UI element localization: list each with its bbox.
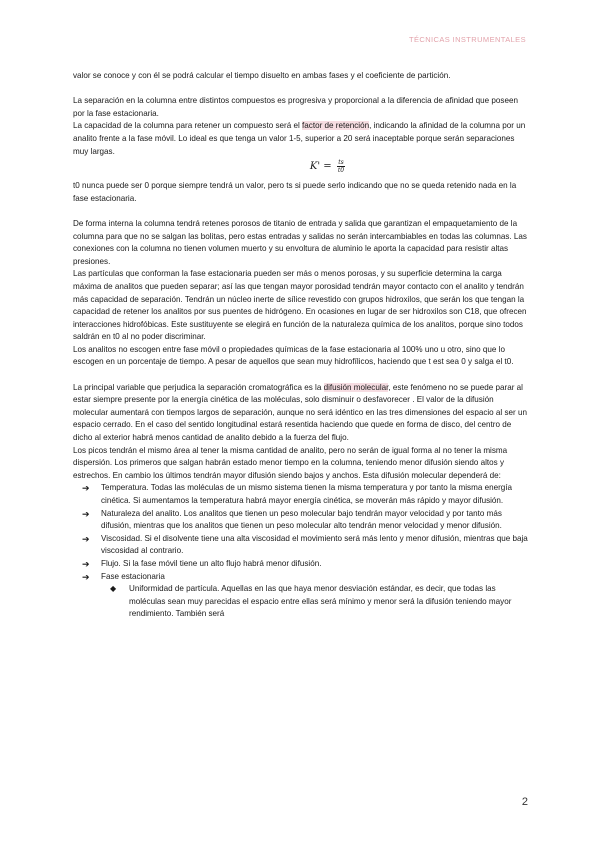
paragraph-retention-factor: [73, 120, 530, 158]
formula-denominator: t0: [337, 167, 345, 175]
retention-formula: [125, 159, 530, 175]
sub-list-item: [110, 583, 530, 621]
paragraph-analytes: Los analitos no escogen entre fase móvil o propiedades químicas de la fase estacionaria al 100% uno u otro, sino que lo escogen en un porcentaje de tiempo. A pesar de aquellos que sean muy hidrofílicos, haciendo que t est sea 0 y salga el t0.: [73, 344, 514, 367]
diamond-bullet-icon: ◆: [110, 584, 117, 594]
text: , indicando la afinidad de la columna por un analito frente a la fase móvil. Lo ideal es que tenga un valor 1-5, superior a 20 será inaceptable porque serán separaciones muy largas.: [73, 121, 526, 156]
arrow-bullet-icon: ➔: [82, 508, 90, 519]
paragraph-t0: t0 nunca puede ser 0 porque siempre tendrá un valor, pero ts si puede serlo indicando que no se queda retenido nada en la fase estacionaria.: [73, 181, 517, 203]
arrow-bullet-icon: ➔: [82, 533, 90, 544]
paragraph-diffusion: [73, 382, 530, 445]
list-item: [82, 533, 530, 558]
diffusion-factors-list: [73, 482, 530, 621]
running-header: TÉCNICAS INSTRUMENTALES: [409, 35, 526, 44]
highlight-term: factor de retención: [302, 121, 370, 131]
text: , este fenómeno no se puede parar al estar siempre presente por la energía cinética de las moléculas, solo disminuir o desfavorecer . El valor de la difusión molecular aumentará con tiempos largos de separación, aunque no será idéntico en las tres dimensiones del espacio al ser un espacio cerrado. En el caso del sentido longitudinal estará resentida haciendo que quede en forma de disco, del centro de dicho al exterior habrá menos cantidad de analito debido a la fuerza del flujo.: [73, 382, 527, 443]
text: La principal variable que perjudica la separación cromatográfica es la: [73, 382, 324, 392]
list-item-text: Viscosidad. Si el disolvente tiene una alta viscosidad el movimiento será más lento y menor difusión, mientras que baja viscosidad al contrario.: [101, 533, 528, 556]
list-item: [82, 508, 530, 533]
list-item: [82, 558, 530, 571]
arrow-bullet-icon: ➔: [82, 571, 90, 582]
list-item: [82, 571, 530, 621]
paragraph-separation: La separación en la columna entre distintos compuestos es progresiva y proporcional a la diferencia de afinidad que poseen por la fase estacionaria.: [73, 96, 518, 118]
paragraph-peaks: Los picos tendrán el mismo área al tener la misma cantidad de analito, pero no serán de igual forma al no tener la misma dispersión. Los primeros que salgan habrán estado menor tiempo en la columna, teniendo menor difusión siendo altos y estrechos. En cambio los últimos tendrán mayor difusión siendo bajos y anchos. Esta difusión molecular dependerá de:: [73, 445, 508, 480]
arrow-bullet-icon: ➔: [82, 558, 90, 569]
arrow-bullet-icon: ➔: [82, 483, 90, 494]
list-item-text: Fase estacionaria: [101, 571, 165, 581]
formula-lhs: K' =: [309, 161, 332, 173]
formula-fraction: [337, 159, 345, 174]
list-item-text: Flujo. Si la fase móvil tiene un alto flujo habrá menor difusión.: [101, 558, 322, 568]
formula-numerator: ts: [338, 159, 344, 167]
paragraph-intro: valor se conoce y con él se podrá calcular el tiempo disuelto en ambas fases y el coeficiente de partición.: [73, 71, 451, 80]
list-item: [82, 482, 530, 507]
sub-list: [101, 583, 530, 621]
text: La capacidad de la columna para retener un compuesto será el: [73, 121, 303, 131]
page-body: [73, 70, 530, 621]
paragraph-column-internals: De forma interna la columna tendrá retenes porosos de titanio de entrada y salida que garantizan el empaquetamiento de la columna para que no se salgan las bolitas, pero estas entradas y salidas no serán intercambiables en todas las columnas. Las conexiones con la columna no tienen volumen muerto y su envoltura de aluminio le aporta la capacidad para resistir altas presiones.: [73, 218, 527, 266]
list-item-text: Temperatura. Todas las moléculas de un mismo sistema tienen la misma temperatura y por tanto la misma energía cinética. Si aumentamos la temperatura habrá mayor energía cinética, se moverán más rápido y mayor difusión.: [101, 483, 513, 505]
sub-list-item-text: Uniformidad de partícula. Aquellas en las que haya menor desviación estándar, es decir, que todas las moléculas sean muy parecidas el espacio entre ellas será mínimo y menor será la difusión teniendo mayor rendimiento. También será: [129, 584, 512, 619]
page-number: 2: [521, 796, 528, 808]
highlight-term: difusión molecular: [323, 382, 389, 392]
list-item-text: Naturaleza del analito. Los analitos que tienen un peso molecular bajo tendrán mayor velocidad y por tanto más difusión, mientras que los analitos que tienen un peso molecular alto tendrán menor velocidad y menor difusión.: [101, 508, 502, 531]
paragraph-particles: Las partículas que conforman la fase estacionaria pueden ser más o menos porosas, y su superficie determina la carga máxima de analitos que pueden separar; así las que tengan mayor porosidad tendrán mayor contacto con el analito y tendrán más capacidad de separación. Tendrán un núcleo inerte de sílice revestido con grupos hidroxilos, que serán los que tengan la capacidad de retener los analitos por sus puentes de hidrógeno. En ocasiones en lugar de ser hidroxilos son C18, que ofrecen interacciones hidrofóbicas. Este sustituyente se elegirá en función de la naturaleza química de los analitos, porque sino todos saldrán en t0 al no poder discriminar.: [73, 269, 527, 342]
